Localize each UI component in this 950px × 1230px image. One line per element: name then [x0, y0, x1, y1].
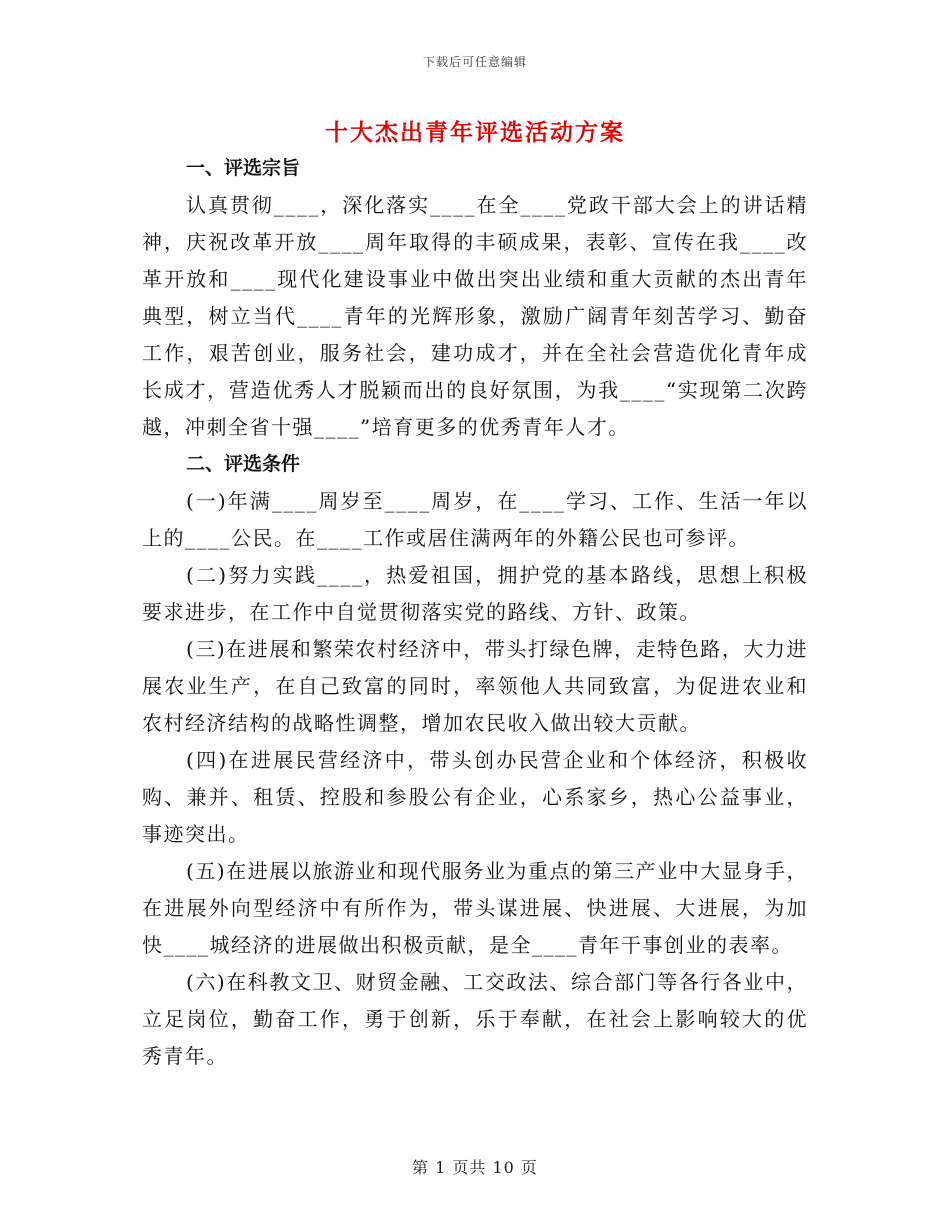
paragraph: 认真贯彻____，深化落实____在全____党政干部大会上的讲话精神，庆祝改革开放____周年取得的丰硕成果，表彰、宣传在我____改革开放和____现代化建设事业中做出突出业绩和重大贡献的杰出青年典型，树立当代____青年的光辉形象，激励广阔青年刻苦学习、勤奋工作，艰苦创业，服务社会，建功成才，并在全社会营造优化青年成长成才，营造优秀人才脱颖而出的良好氛围，为我____“实现第二次跨越，冲刺全省十强____”培育更多的优秀青年人才。 — [142, 193, 808, 439]
document-title: 十大杰出青年评选活动方案 — [325, 119, 625, 146]
section-heading-purpose: 一、评选宗旨 — [186, 157, 301, 179]
paragraph: (四)在进展民营经济中，带头创办民营企业和个体经济，积极收购、兼并、租赁、控股和参股公有企业，心系家乡，热心公益事业，事迹突出。 — [142, 748, 808, 846]
page-footer: 第 1 页共 10 页 — [412, 1158, 538, 1177]
section-heading-conditions: 二、评选条件 — [186, 453, 301, 475]
paragraph: (五)在进展以旅游业和现代服务业为重点的第三产业中大显身手，在进展外向型经济中有所作为，带头谋进展、快进展、大进展，为加快____城经济的进展做出积极贡献，是全____青年干事创业的表率。 — [142, 859, 808, 957]
paragraph: (六)在科教文卫、财贸金融、工交政法、综合部门等各行各业中，立足岗位，勤奋工作，勇于创新，乐于奉献，在社会上影响较大的优秀青年。 — [142, 970, 808, 1068]
paragraph: (三)在进展和繁荣农村经济中，带头打绿色牌，走特色路，大力进展农业生产，在自己致富的同时，率领他人共同致富，为促进农业和农村经济结构的战略性调整，增加农民收入做出较大贡献。 — [142, 637, 808, 735]
document-body — [142, 150, 808, 1075]
header-note: 下载后可任意编辑 — [422, 55, 527, 69]
paragraph: (一)年满____周岁至____周岁，在____学习、工作、生活一年以上的____公民。在____工作或居住满两年的外籍公民也可参评。 — [142, 489, 808, 550]
paragraph: (二)努力实践____，热爱祖国，拥护党的基本路线，思想上积极要求进步，在工作中自觉贯彻落实党的路线、方针、政策。 — [142, 563, 808, 624]
